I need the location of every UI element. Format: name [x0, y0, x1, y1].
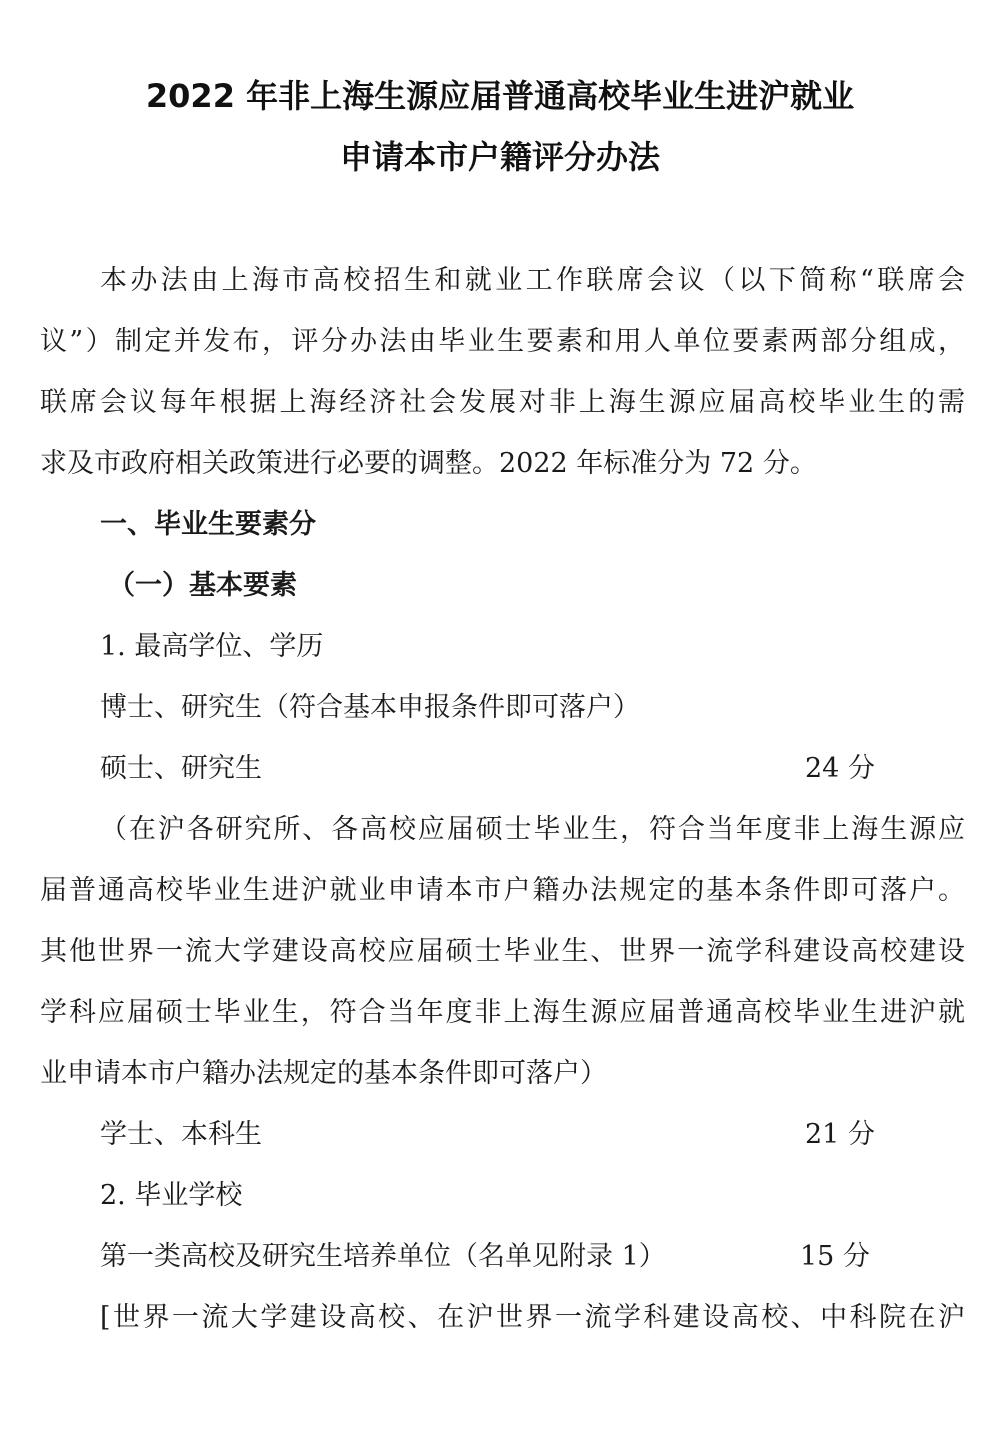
- master-note-line: 届普通高校毕业生进沪就业申请本市户籍办法规定的基本条件即可落户。: [40, 875, 965, 906]
- master-note-line: （在沪各研究所、各高校应届硕士毕业生，符合当年度非上海生源应: [100, 814, 965, 845]
- master-note-line: 其他世界一流大学建设高校应届硕士毕业生、世界一流学科建设高校建设: [40, 936, 965, 967]
- school-category-score: 15 分: [800, 1241, 870, 1272]
- doctor-line: 博士、研究生（符合基本申报条件即可落户）: [100, 692, 640, 723]
- item-heading: 1. 最高学位、学历: [100, 631, 324, 662]
- intro-paragraph-line: 求及市政府相关政策进行必要的调整。2022 年标准分为 72 分。: [40, 448, 817, 479]
- item-heading: 2. 毕业学校: [100, 1180, 243, 1211]
- bachelor-score: 21 分: [805, 1119, 875, 1150]
- intro-paragraph-line: 议”）制定并发布，评分办法由毕业生要素和用人单位要素两部分组成，: [40, 326, 965, 357]
- document-title-line-2: 申请本市户籍评分办法: [339, 138, 660, 176]
- school-category-note-line: [世界一流大学建设高校、在沪世界一流学科建设高校、中科院在沪: [100, 1302, 965, 1333]
- document-title-line-1: 2022 年非上海生源应届普通高校毕业生进沪就业: [145, 77, 855, 115]
- master-note-line: 学科应届硕士毕业生，符合当年度非上海生源应届普通高校毕业生进沪就: [40, 997, 965, 1028]
- master-score: 24 分: [805, 753, 875, 784]
- intro-paragraph-line: 本办法由上海市高校招生和就业工作联席会议（以下简称“联席会: [100, 265, 965, 296]
- intro-paragraph-line: 联席会议每年根据上海经济社会发展对非上海生源应届高校毕业生的需: [40, 387, 965, 418]
- section-heading: 一、毕业生要素分: [100, 509, 316, 540]
- master-label: 硕士、研究生: [100, 753, 262, 784]
- school-category-label: 第一类高校及研究生培养单位（名单见附录 1）: [100, 1241, 666, 1272]
- subsection-heading: （一）基本要素: [108, 570, 297, 601]
- master-note-line: 业申请本市户籍办法规定的基本条件即可落户）: [40, 1058, 607, 1089]
- bachelor-label: 学士、本科生: [100, 1119, 262, 1150]
